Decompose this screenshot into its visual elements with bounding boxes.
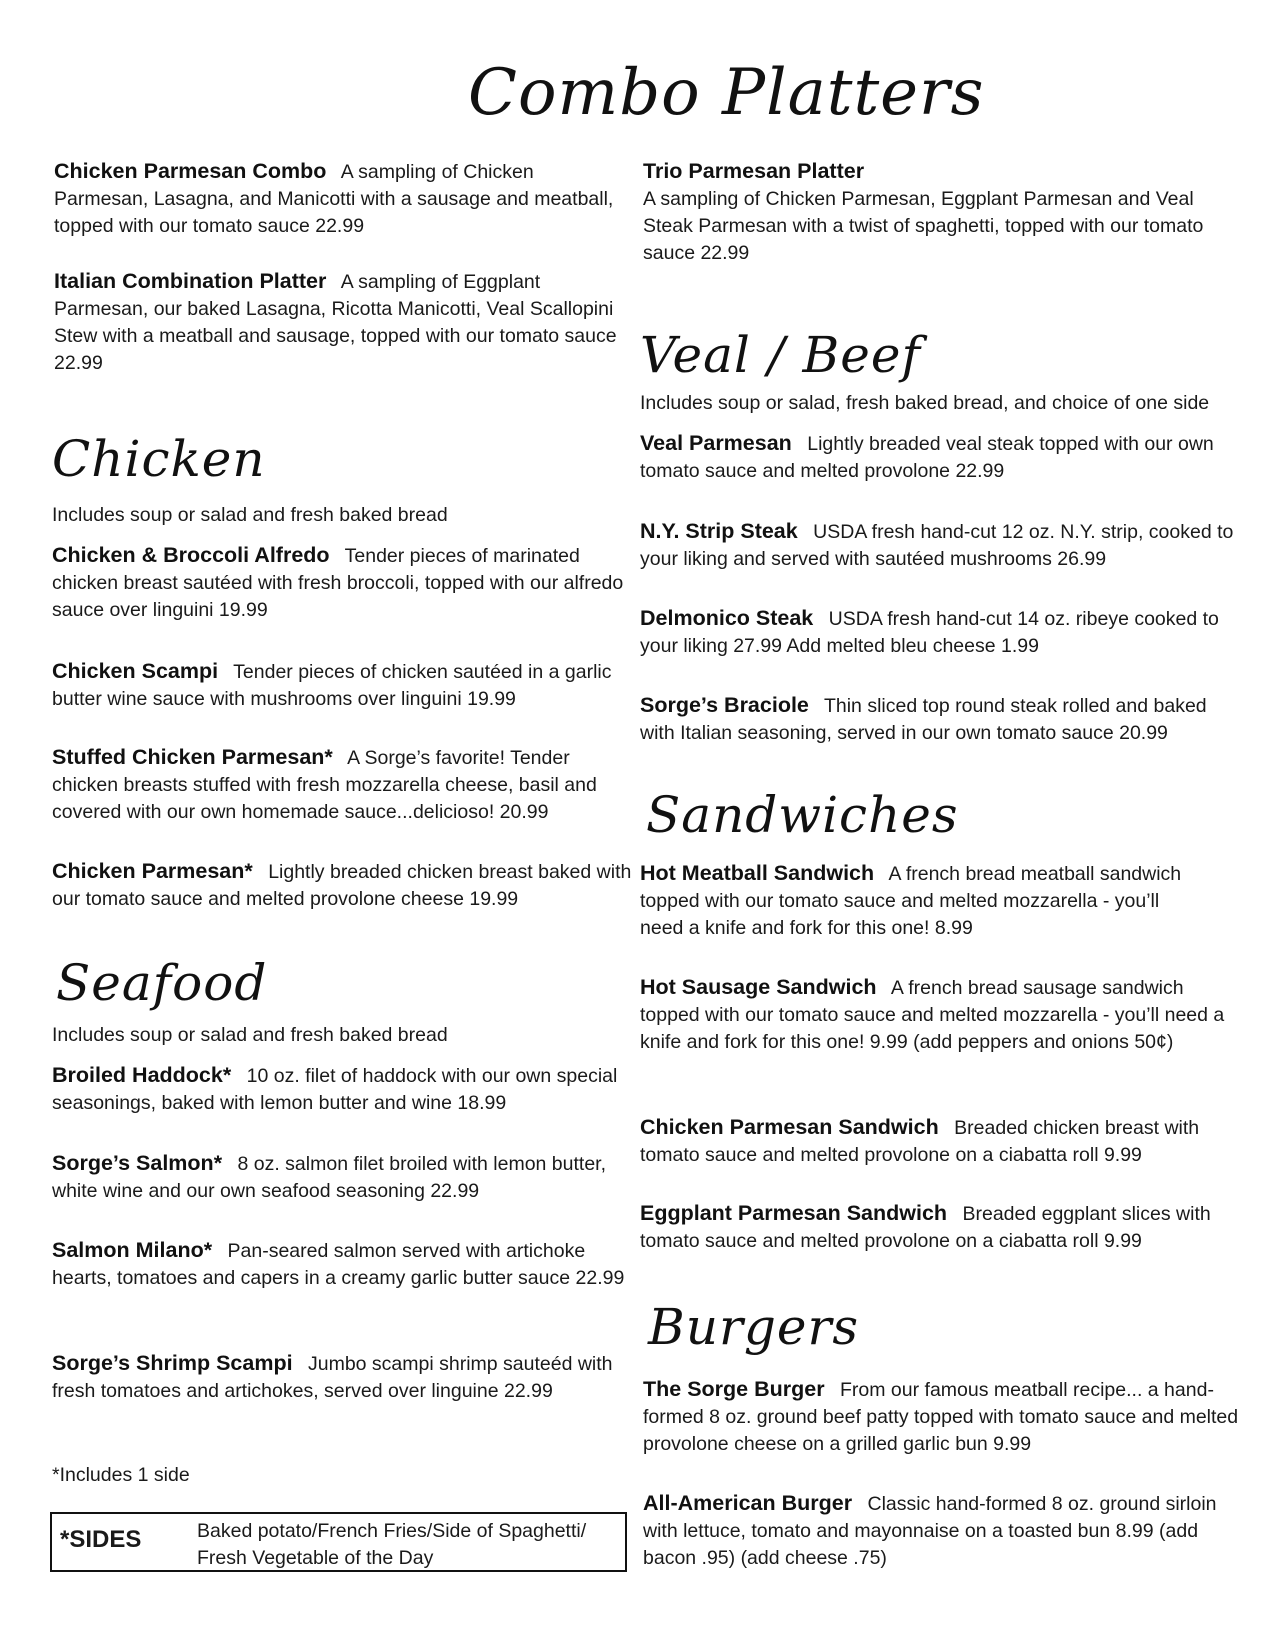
item-desc: A sampling of Eggplant Parmesan, our baked Lasagna, Ricotta Manicotti, Veal Scallopini Stew with a meatball and sausage, topped with our tomato sauce 22.99: [54, 271, 617, 374]
item-desc: Classic hand-formed 8 oz. ground sirloin with lettuce, tomato and mayonnaise on a toasted bun 8.99 (add bacon .95) (add cheese .75): [643, 1493, 1217, 1569]
item-name: Chicken Parmesan*: [52, 859, 253, 883]
menu-item: [640, 692, 1240, 747]
menu-item: [643, 1490, 1228, 1572]
item-desc: A sampling of Chicken Parmesan, Lasagna, and Manicotti with a sausage and meatball, topped with our tomato sauce 22.99: [54, 161, 614, 237]
item-desc: Tender pieces of chicken sautéed in a garlic butter wine sauce with mushrooms over linguini 19.99: [52, 661, 612, 710]
item-name: The Sorge Burger: [643, 1377, 825, 1401]
item-desc: Lightly breaded veal steak topped with our own tomato sauce and melted provolone 22.99: [640, 433, 1214, 482]
menu-item: [52, 858, 637, 913]
sides-text: Baked potato/French Fries/Side of Spaghetti/ Fresh Vegetable of the Day: [197, 1520, 587, 1569]
item-name: Sorge’s Salmon*: [52, 1151, 223, 1175]
item-desc: Jumbo scampi shrimp sauteéd with fresh tomatoes and artichokes, served over linguine 22.99: [52, 1353, 613, 1402]
section-title-chicken: Chicken: [52, 430, 266, 488]
item-name: Broiled Haddock*: [52, 1063, 232, 1087]
item-name: Sorge’s Shrimp Scampi: [52, 1351, 293, 1375]
section-title-veal-beef: Veal / Beef: [640, 326, 921, 384]
item-desc: Tender pieces of marinated chicken breast sautéed with fresh broccoli, topped with our alfredo sauce over linguini 19.99: [52, 545, 624, 621]
item-name: Stuffed Chicken Parmesan*: [52, 745, 333, 769]
menu-item: [640, 1114, 1240, 1169]
item-name: Italian Combination Platter: [54, 269, 327, 293]
footnote: *Includes 1 side: [52, 1464, 190, 1486]
item-name: Hot Sausage Sandwich: [640, 975, 877, 999]
item-name: N.Y. Strip Steak: [640, 519, 798, 543]
item-desc: USDA fresh hand-cut 14 oz. ribeye cooked to your liking 27.99 Add melted bleu cheese 1.99: [640, 608, 1219, 657]
item-name: Chicken Parmesan Combo: [54, 159, 327, 183]
menu-item: [52, 1150, 612, 1205]
item-name: All-American Burger: [643, 1491, 853, 1515]
menu-item: [640, 430, 1240, 485]
item-name: Trio Parmesan Platter: [643, 159, 865, 183]
sides-box: [50, 1512, 627, 1572]
menu-item: [52, 1350, 644, 1405]
item-desc: A french bread meatball sandwich topped with our tomato sauce and melted mozzarella - you’ll need a knife and fork for this one! 8.99: [640, 863, 1182, 939]
item-desc: A Sorge’s favorite! Tender chicken breasts stuffed with fresh mozzarella cheese, basil and covered with our own homemade sauce...delicioso! 20.99: [52, 747, 597, 823]
sides-label: *SIDES: [60, 1526, 142, 1553]
menu-item: [640, 1200, 1240, 1255]
section-note: Includes soup or salad and fresh baked bread: [52, 1024, 448, 1046]
item-desc: 8 oz. salmon filet broiled with lemon butter, white wine and our own seafood seasoning 22.99: [52, 1153, 607, 1202]
menu-item: [52, 658, 627, 713]
item-name: Delmonico Steak: [640, 606, 814, 630]
item-name: Veal Parmesan: [640, 431, 792, 455]
item-desc: A sampling of Chicken Parmesan, Eggplant Parmesan and Veal Steak Parmesan with a twist of spaghetti, topped with our tomato sauce 22.99: [643, 188, 1204, 264]
menu-item: [52, 1237, 642, 1292]
item-desc: Pan-seared salmon served with artichoke hearts, tomatoes and capers in a creamy garlic butter sauce 22.99: [52, 1240, 625, 1289]
section-title-seafood: Seafood: [56, 954, 268, 1012]
item-name: Chicken & Broccoli Alfredo: [52, 543, 330, 567]
item-name: Chicken Scampi: [52, 659, 219, 683]
item-name: Eggplant Parmesan Sandwich: [640, 1201, 948, 1225]
section-note: Includes soup or salad and fresh baked bread: [52, 504, 448, 526]
item-desc: Lightly breaded chicken breast baked with our tomato sauce and melted provolone cheese 19.99: [52, 861, 632, 910]
section-title-sandwiches: Sandwiches: [646, 786, 959, 844]
menu-item: [54, 158, 614, 240]
section-title-burgers: Burgers: [648, 1298, 860, 1356]
menu-item: [52, 1062, 627, 1117]
item-desc: Thin sliced top round steak rolled and baked with Italian seasoning, served in our own tomato sauce 20.99: [640, 695, 1207, 744]
menu-item: [52, 744, 637, 826]
menu-item: [640, 518, 1240, 573]
item-desc: From our famous meatball recipe... a hand-formed 8 oz. ground beef patty topped with tomato sauce and melted provolone cheese on a grilled garlic bun 9.99: [643, 1379, 1239, 1455]
menu-item: [640, 605, 1240, 660]
item-desc: Breaded eggplant slices with tomato sauce and melted provolone on a ciabatta roll 9.99: [640, 1203, 1211, 1252]
menu-item: [640, 974, 1230, 1056]
menu-item: [643, 1376, 1243, 1458]
item-desc: A french bread sausage sandwich topped with our tomato sauce and melted mozzarella - you’ll need a knife and fork for this one! 9.99 (add peppers and onions 50¢): [640, 977, 1225, 1053]
menu-item: [640, 860, 1200, 942]
item-desc: USDA fresh hand-cut 12 oz. N.Y. strip, cooked to your liking and served with sautéed mushrooms 26.99: [640, 521, 1234, 570]
menu-item: [52, 542, 627, 624]
item-name: Salmon Milano*: [52, 1238, 213, 1262]
menu-item: [54, 268, 639, 377]
item-name: Chicken Parmesan Sandwich: [640, 1115, 939, 1139]
item-desc: Breaded chicken breast with tomato sauce and melted provolone on a ciabatta roll 9.99: [640, 1117, 1200, 1166]
section-note: Includes soup or salad, fresh baked bread, and choice of one side: [640, 392, 1210, 414]
menu-item: [643, 158, 1243, 267]
item-desc: 10 oz. filet of haddock with our own special seasonings, baked with lemon butter and wine 18.99: [52, 1065, 618, 1114]
item-name: Hot Meatball Sandwich: [640, 861, 875, 885]
page-title: Combo Platters: [468, 56, 985, 130]
item-name: Sorge’s Braciole: [640, 693, 809, 717]
